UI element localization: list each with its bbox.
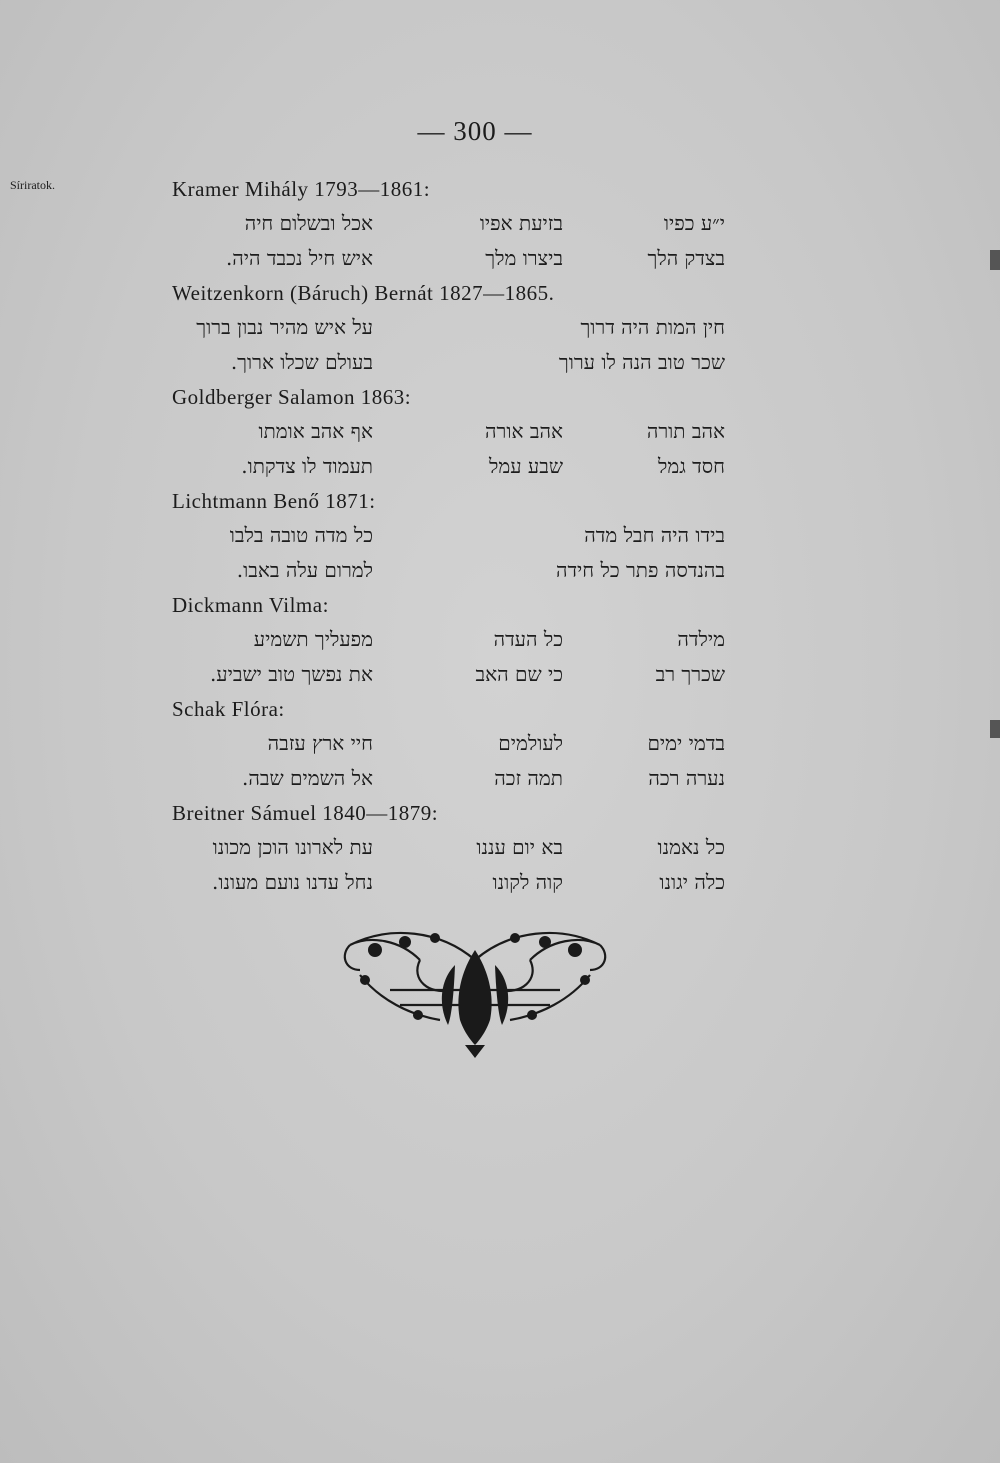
verse-segment: נחל עדנו נועם מעונו.	[211, 870, 373, 894]
verse-segment: בהנדסה פתר כל חידה	[555, 558, 725, 582]
verse-line	[172, 345, 725, 380]
epitaph-entry	[172, 484, 725, 588]
verse-segment: שכרך רב	[655, 662, 725, 686]
epitaph-list	[172, 172, 725, 900]
verse-segment: תעמוד לו צדקתו.	[241, 454, 373, 478]
verse-line	[172, 310, 725, 345]
epitaph-entry	[172, 692, 725, 796]
verse-segment: למרום עלה באבו.	[236, 558, 373, 582]
verse-line	[172, 865, 725, 900]
verse-line	[172, 518, 725, 553]
epitaph-entry	[172, 380, 725, 484]
verse-segment: כל נאמנו	[657, 835, 725, 859]
epitaph-entry	[172, 172, 725, 276]
verse-segment: חסד גמל	[657, 454, 725, 478]
entry-title: Kramer Mihály 1793—1861:	[172, 177, 431, 201]
floral-ornament-icon	[330, 920, 620, 1060]
verse-segment: איש חיל נכבד היה.	[225, 246, 373, 270]
verse-line	[172, 726, 725, 761]
verse-segment: בזיעת אפיו	[479, 211, 563, 235]
entry-title: Dickmann Vilma:	[172, 593, 329, 617]
verse-segment: אל השמים שבה.	[242, 766, 373, 790]
verse-segment: אכל ובשלום חיה	[244, 211, 373, 235]
epitaph-entry	[172, 588, 725, 692]
verse-segment: לעולמים	[498, 731, 563, 755]
verse-segment: אהב אורה	[485, 419, 563, 443]
verse-segment: כל מדה טובה בלבו	[229, 523, 373, 547]
entry-title: Schak Flóra:	[172, 697, 285, 721]
verse-segment: על איש מהיר נבון ברוך	[196, 315, 373, 339]
entry-title: Goldberger Salamon 1863:	[172, 385, 412, 409]
entry-title: Breitner Sámuel 1840—1879:	[172, 801, 439, 825]
verse-line	[172, 657, 725, 692]
verse-segment: שבע עמל	[488, 454, 563, 478]
margin-note: Síriratok.	[10, 178, 55, 192]
verse-segment: אהב תורה	[646, 419, 725, 443]
verse-segment: קוה לקונו	[492, 870, 563, 894]
entry-title: Lichtmann Benő 1871:	[172, 489, 376, 513]
verse-segment: עת לארונו הוכן מכונו	[212, 835, 373, 859]
verse-segment: נערה רכה	[648, 766, 725, 790]
verse-segment: מפעליך תשמיע	[253, 627, 373, 651]
verse-segment: מילדה	[677, 627, 725, 651]
verse-segment: בא יום עננו	[476, 835, 563, 859]
verse-segment: י״ע כפיו	[663, 211, 725, 235]
verse-line	[172, 761, 725, 796]
verse-segment: חין המות היה דרוך	[580, 315, 725, 339]
verse-line	[172, 830, 725, 865]
page-edge-mark	[990, 720, 1000, 738]
page-number: — 300 —	[417, 116, 533, 146]
verse-segment: כלה יגונו	[659, 870, 725, 894]
epitaph-entry	[172, 276, 725, 380]
verse-line	[172, 241, 725, 276]
verse-segment: כי שם האב	[475, 662, 563, 686]
verse-segment: בדמי ימים	[647, 731, 725, 755]
verse-line	[172, 449, 725, 484]
verse-segment: בעולם שכלו ארוך.	[230, 350, 373, 374]
entry-title: Weitzenkorn (Báruch) Bernát 1827—1865.	[172, 281, 555, 305]
verse-segment: שכר טוב הנה לו ערוך	[558, 350, 725, 374]
verse-segment: בידו היה חבל מדה	[584, 523, 725, 547]
verse-line	[172, 622, 725, 657]
verse-segment: תמה זכה	[494, 766, 563, 790]
epitaph-entry	[172, 796, 725, 900]
verse-line	[172, 414, 725, 449]
verse-segment: חיי ארץ עזבה	[267, 731, 373, 755]
verse-segment: בצדק הלך	[647, 246, 725, 270]
verse-segment: אף אהב אומתו	[258, 419, 373, 443]
verse-segment: ביצרו מלך	[485, 246, 563, 270]
verse-line	[172, 553, 725, 588]
verse-segment: כל העדה	[493, 627, 563, 651]
verse-segment: את נפשך טוב ישביע.	[209, 662, 373, 686]
page-edge-mark	[990, 250, 1000, 270]
verse-line	[172, 206, 725, 241]
